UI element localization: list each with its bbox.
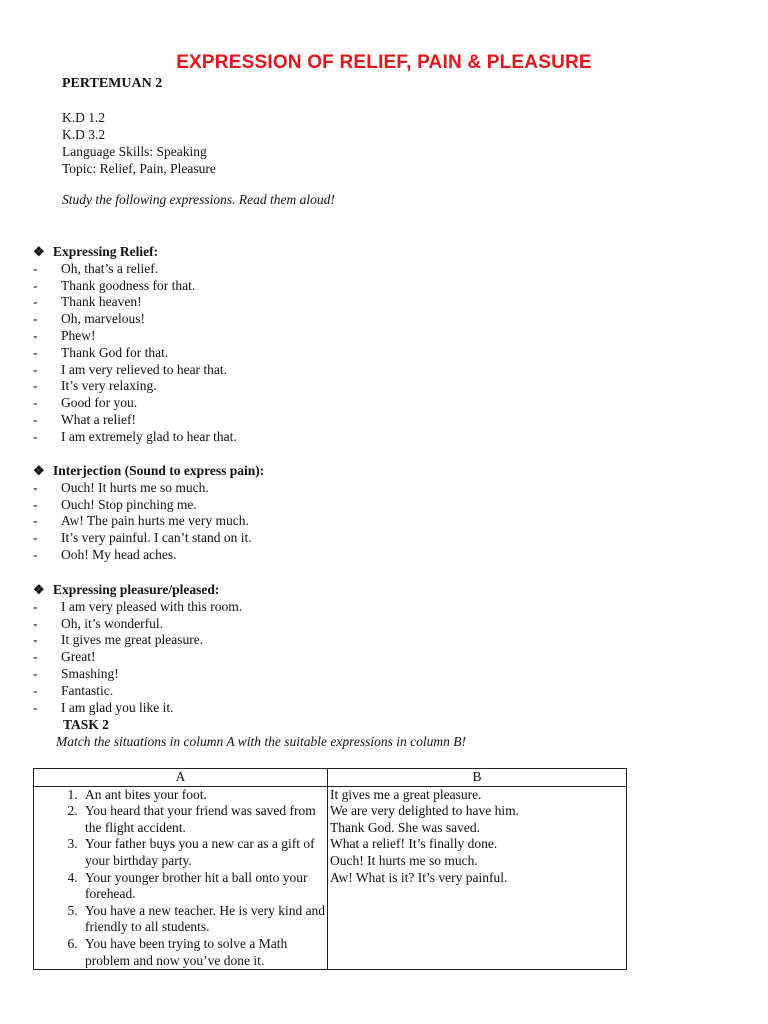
list-item: - I am very pleased with this room. [33, 598, 243, 614]
list-item: What a relief! It’s finally done. [330, 836, 498, 852]
list-item: - Thank heaven! [33, 294, 142, 310]
column-a-cell [34, 786, 328, 970]
meta-line: K.D 3.2 [62, 127, 106, 142]
list-item: - It gives me great pleasure. [33, 632, 204, 648]
study-instruction: Study the following expressions. Read them aloud! [62, 192, 335, 207]
list-item: - I am very relieved to hear that. [33, 361, 228, 377]
section-heading: ❖ Expressing pleasure/pleased: [33, 582, 220, 597]
diamond-bullet-icon: ❖ [33, 244, 45, 259]
table-header-row [34, 769, 627, 787]
list-item: - Aw! The pain hurts me very much. [33, 513, 249, 529]
list-item: - Oh, marvelous! [33, 311, 145, 327]
list-item: - I am extremely glad to hear that. [33, 428, 237, 444]
table-row [34, 786, 627, 970]
lesson-meta [62, 109, 216, 177]
list-item: 5. You have a new teacher. He is very kind and friendly to all students. [81, 903, 327, 936]
section-heading: ❖ Interjection (Sound to express pain): [33, 463, 265, 478]
diamond-bullet-icon: ❖ [33, 582, 45, 597]
meta-line: Topic: Relief, Pain, Pleasure [62, 161, 216, 176]
meeting-label: PERTEMUAN 2 [62, 76, 163, 91]
list-item: - Thank goodness for that. [33, 277, 196, 293]
list-item: - Phew! [33, 327, 96, 343]
list-item: - Ouch! Stop pinching me. [33, 496, 197, 512]
task-instruction: Match the situations in column A with the suitable expressions in column B! [56, 734, 466, 749]
column-a-header: A [34, 769, 328, 787]
list-item: - What a relief! [33, 411, 136, 427]
list-item: - Fantastic. [33, 682, 114, 698]
diamond-bullet-icon: ❖ [33, 463, 45, 478]
list-item: - Great! [33, 649, 96, 665]
list-item: It gives me a great pleasure. [330, 786, 482, 802]
section-relief [33, 244, 733, 446]
list-item: We are very delighted to have him. [330, 803, 519, 819]
list-item: 4. Your younger brother hit a ball onto your forehead. [81, 870, 327, 903]
meta-line: K.D 1.2 [62, 110, 106, 125]
list-item: - It’s very painful. I can’t stand on it. [33, 530, 252, 546]
list-item: 6. You have been trying to solve a Math problem and now you’ve done it. [81, 936, 327, 969]
list-item: - I am glad you like it. [33, 699, 174, 715]
list-item: Aw! What is it? It’s very painful. [330, 869, 508, 885]
list-item: Ouch! It hurts me so much. [330, 852, 478, 868]
list-item: - Good for you. [33, 395, 138, 411]
list-item: 2. You heard that your friend was saved from the flight accident. [81, 803, 327, 836]
column-b-cell [328, 786, 627, 970]
list-item: 1. An ant bites your foot. [81, 787, 327, 804]
list-item: 3. Your father buys you a new car as a gift of your birthday party. [81, 836, 327, 869]
list-item: - Smashing! [33, 665, 119, 681]
list-item: - It’s very relaxing. [33, 378, 157, 394]
task-heading: TASK 2 [63, 717, 109, 732]
matching-table [33, 768, 627, 970]
list-item: - Oh, that’s a relief. [33, 260, 159, 276]
list-item: - Oh, it’s wonderful. [33, 615, 163, 631]
list-item: - Ouch! It hurts me so much. [33, 479, 209, 495]
situation-list [34, 787, 327, 970]
section-heading: ❖ Expressing Relief: [33, 244, 159, 259]
list-item: Thank God. She was saved. [330, 819, 480, 835]
column-b-header: B [328, 769, 627, 787]
section-pleasure [33, 582, 733, 716]
list-item: - Ooh! My head aches. [33, 546, 177, 562]
document-title: EXPRESSION OF RELIEF, PAIN & PLEASURE [176, 52, 592, 73]
list-item: - Thank God for that. [33, 344, 169, 360]
section-pain [33, 463, 733, 564]
meta-line: Language Skills: Speaking [62, 144, 207, 159]
